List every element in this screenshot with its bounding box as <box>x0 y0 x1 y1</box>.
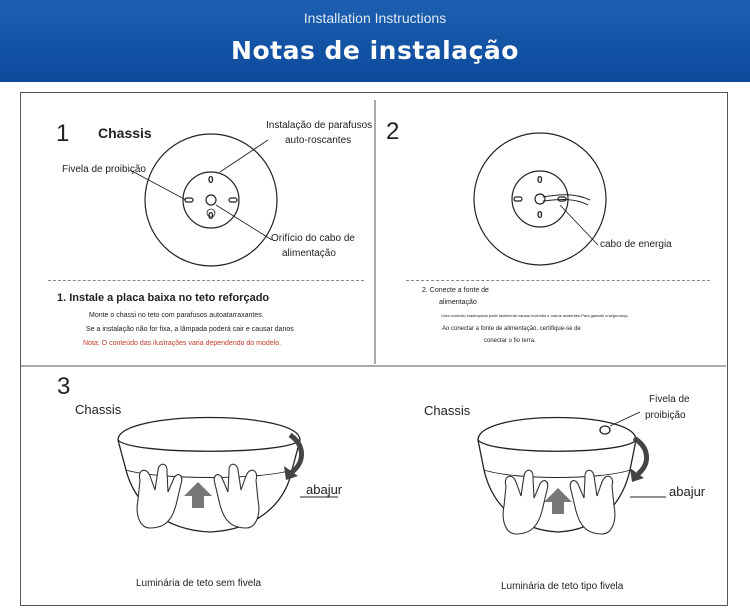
step2-cable-hole <box>535 194 545 204</box>
step2-buckle-slot-right <box>558 197 566 201</box>
step2-chassis-drawing <box>474 133 606 265</box>
step3-right-shade-label: abajur <box>669 484 706 499</box>
header-title: Notas de instalação <box>231 36 519 65</box>
step2-text-line1: Ao conectar a fonte de alimentação, certifique-se de <box>442 326 581 332</box>
step1-hole-label-line2: alimentação <box>282 248 336 259</box>
step1-note: Nota: O conteúdo das ilustrações varia dependendo do modelo. <box>83 340 282 347</box>
step2-number: 2 <box>386 118 400 145</box>
step1-chassis-label: Chassis <box>98 125 152 141</box>
step3-left-chassis-label: Chassis <box>75 402 122 417</box>
step2-heading-line1: 2. Conecte a fonte de <box>422 287 489 294</box>
step1-cable-hole <box>206 195 216 205</box>
step3-left-caption: Luminária de teto sem fivela <box>136 578 262 589</box>
step3-right-buckle-label-line2: proibição <box>645 410 686 421</box>
push-up-arrow-right <box>544 488 572 514</box>
step1-hole-mark-bottom: 0 <box>208 211 214 222</box>
buckle-clip <box>600 426 610 434</box>
step2-outer-plate <box>474 133 606 265</box>
step3-right-caption: Luminária de teto tipo fivela <box>501 581 624 592</box>
step1-hole-mark-top: 0 <box>208 175 214 186</box>
step2-text-line2: conectar o fio terra. <box>484 338 536 344</box>
step1-outer-plate <box>145 134 277 266</box>
step1-buckle-slot-left <box>185 198 193 202</box>
step2-separator <box>406 280 710 281</box>
step2-hole-mark-bottom: 0 <box>537 210 543 221</box>
step1-heading: 1. Instale a placa baixa no teto reforçado <box>57 292 270 304</box>
step2-hole-mark-top: 0 <box>537 175 543 186</box>
step1-screws-label-line2: auto-roscantes <box>285 135 352 146</box>
header-subtitle: Installation Instructions <box>303 10 447 26</box>
step1-screws-label-line1: Instalação de parafusos <box>266 120 373 131</box>
step1-chassis-drawing <box>130 134 277 266</box>
step3-left-shade-label: abajur <box>306 482 343 497</box>
step1-buckle-slot-right <box>229 198 237 202</box>
step1-number: 1 <box>56 120 70 147</box>
step1-separator <box>48 280 364 281</box>
step1-text-line1: Monte o chassi no teto com parafusos autoatarraxantes. <box>89 312 264 319</box>
step1-buckle-label: Fivela de proibição <box>62 164 146 175</box>
step3-right-chassis-label: Chassis <box>424 403 471 418</box>
push-up-arrow-left <box>184 482 212 508</box>
step1-text-line2: Se a instalação não for fixa, a lâmpada poderá cair e causar danos <box>86 326 294 333</box>
step3-right-buckle-label-line1: Fivela de <box>649 394 690 405</box>
step1-hole-label-line1: Orifício do cabo de <box>271 233 355 244</box>
step2-warning: Uma conexão inadequada pode facilmente causar incêndio e outros acidentes.Para garantir a segurança, <box>441 313 629 318</box>
step2-buckle-slot-left <box>514 197 522 201</box>
step3-number: 3 <box>57 373 71 400</box>
step2-heading-line2: alimentação <box>439 299 477 306</box>
step2-cable-label: cabo de energia <box>600 239 672 250</box>
